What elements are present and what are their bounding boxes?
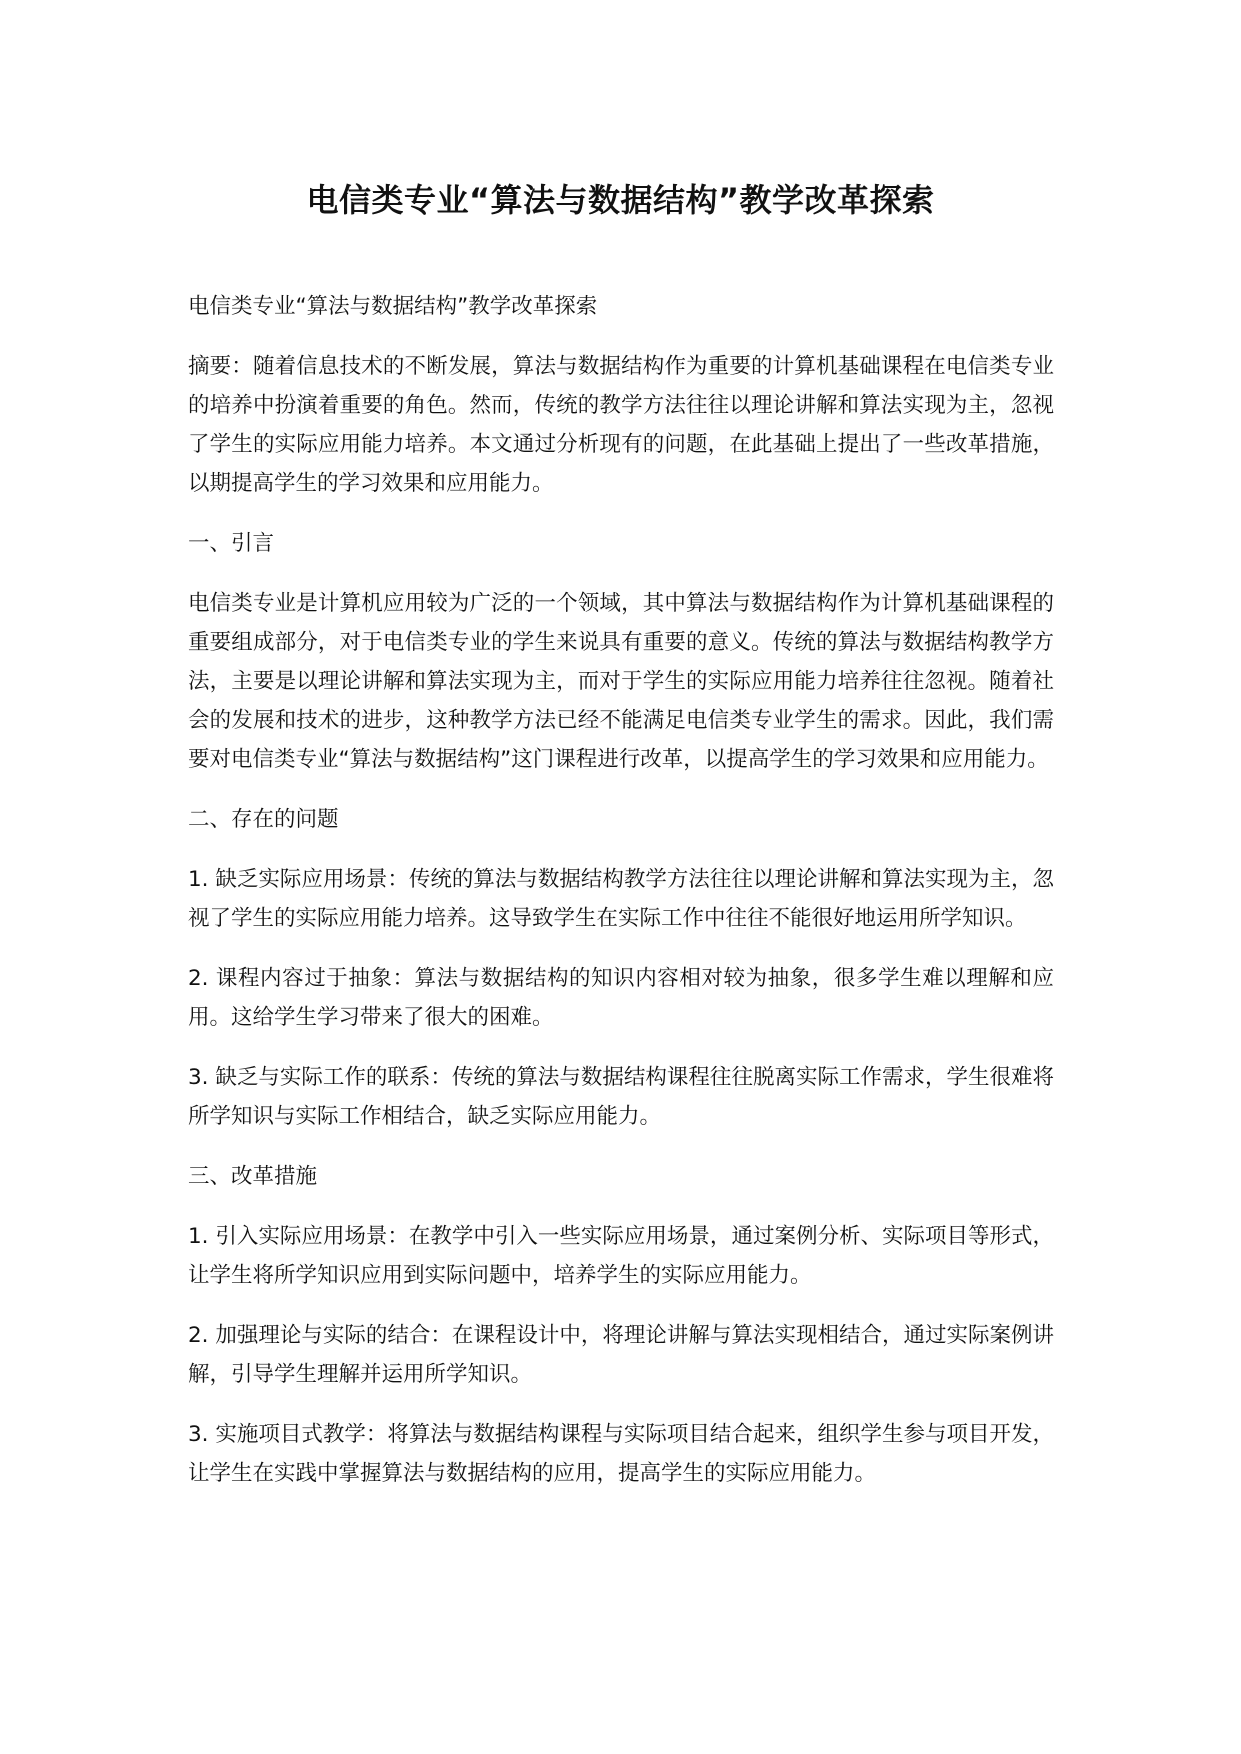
problem-item: 1. 缺乏实际应用场景：传统的算法与数据结构教学方法往往以理论讲解和算法实现为主，忽视了学生的实际应用能力培养。这导致学生在实际工作中往往不能很好地运用所学知识。 [188,867,1054,931]
section-heading-problems: 二、存在的问题 [188,807,339,832]
reform-item: 2. 加强理论与实际的结合：在课程设计中，将理论讲解与算法实现相结合，通过实际案例讲解，引导学生理解并运用所学知识。 [188,1323,1054,1387]
introduction-paragraph: 电信类专业是计算机应用较为广泛的一个领域，其中算法与数据结构作为计算机基础课程的重要组成部分，对于电信类专业的学生来说具有重要的意义。传统的算法与数据结构教学方法，主要是以理论讲解和算法实现为主，而对于学生的实际应用能力培养往往忽视。随着社会的发展和技术的进步，这种教学方法已经不能满足电信类专业学生的需求。因此，我们需要对电信类专业“算法与数据结构”这门课程进行改革，以提高学生的学习效果和应用能力。 [188,591,1054,772]
abstract-paragraph: 摘要：随着信息技术的不断发展，算法与数据结构作为重要的计算机基础课程在电信类专业的培养中扮演着重要的角色。然而，传统的教学方法往往以理论讲解和算法实现为主，忽视了学生的实际应用能力培养。本文通过分析现有的问题，在此基础上提出了一些改革措施，以期提高学生的学习效果和应用能力。 [188,354,1054,496]
document-subtitle: 电信类专业“算法与数据结构”教学改革探索 [188,294,598,319]
problem-item: 2. 课程内容过于抽象：算法与数据结构的知识内容相对较为抽象，很多学生难以理解和应用。这给学生学习带来了很大的困难。 [188,966,1054,1030]
reform-item: 3. 实施项目式教学：将算法与数据结构课程与实际项目结合起来，组织学生参与项目开发，让学生在实践中掌握算法与数据结构的应用，提高学生的实际应用能力。 [188,1422,1054,1486]
problem-item: 3. 缺乏与实际工作的联系：传统的算法与数据结构课程往往脱离实际工作需求，学生很难将所学知识与实际工作相结合，缺乏实际应用能力。 [188,1065,1054,1129]
document-title: 电信类专业“算法与数据结构”教学改革探索 [306,181,935,219]
document-body [188,287,1054,1514]
reform-item: 1. 引入实际应用场景：在教学中引入一些实际应用场景，通过案例分析、实际项目等形式，让学生将所学知识应用到实际问题中，培养学生的实际应用能力。 [188,1224,1054,1288]
section-heading-introduction: 一、引言 [188,531,275,556]
section-heading-reforms: 三、改革措施 [188,1164,318,1189]
